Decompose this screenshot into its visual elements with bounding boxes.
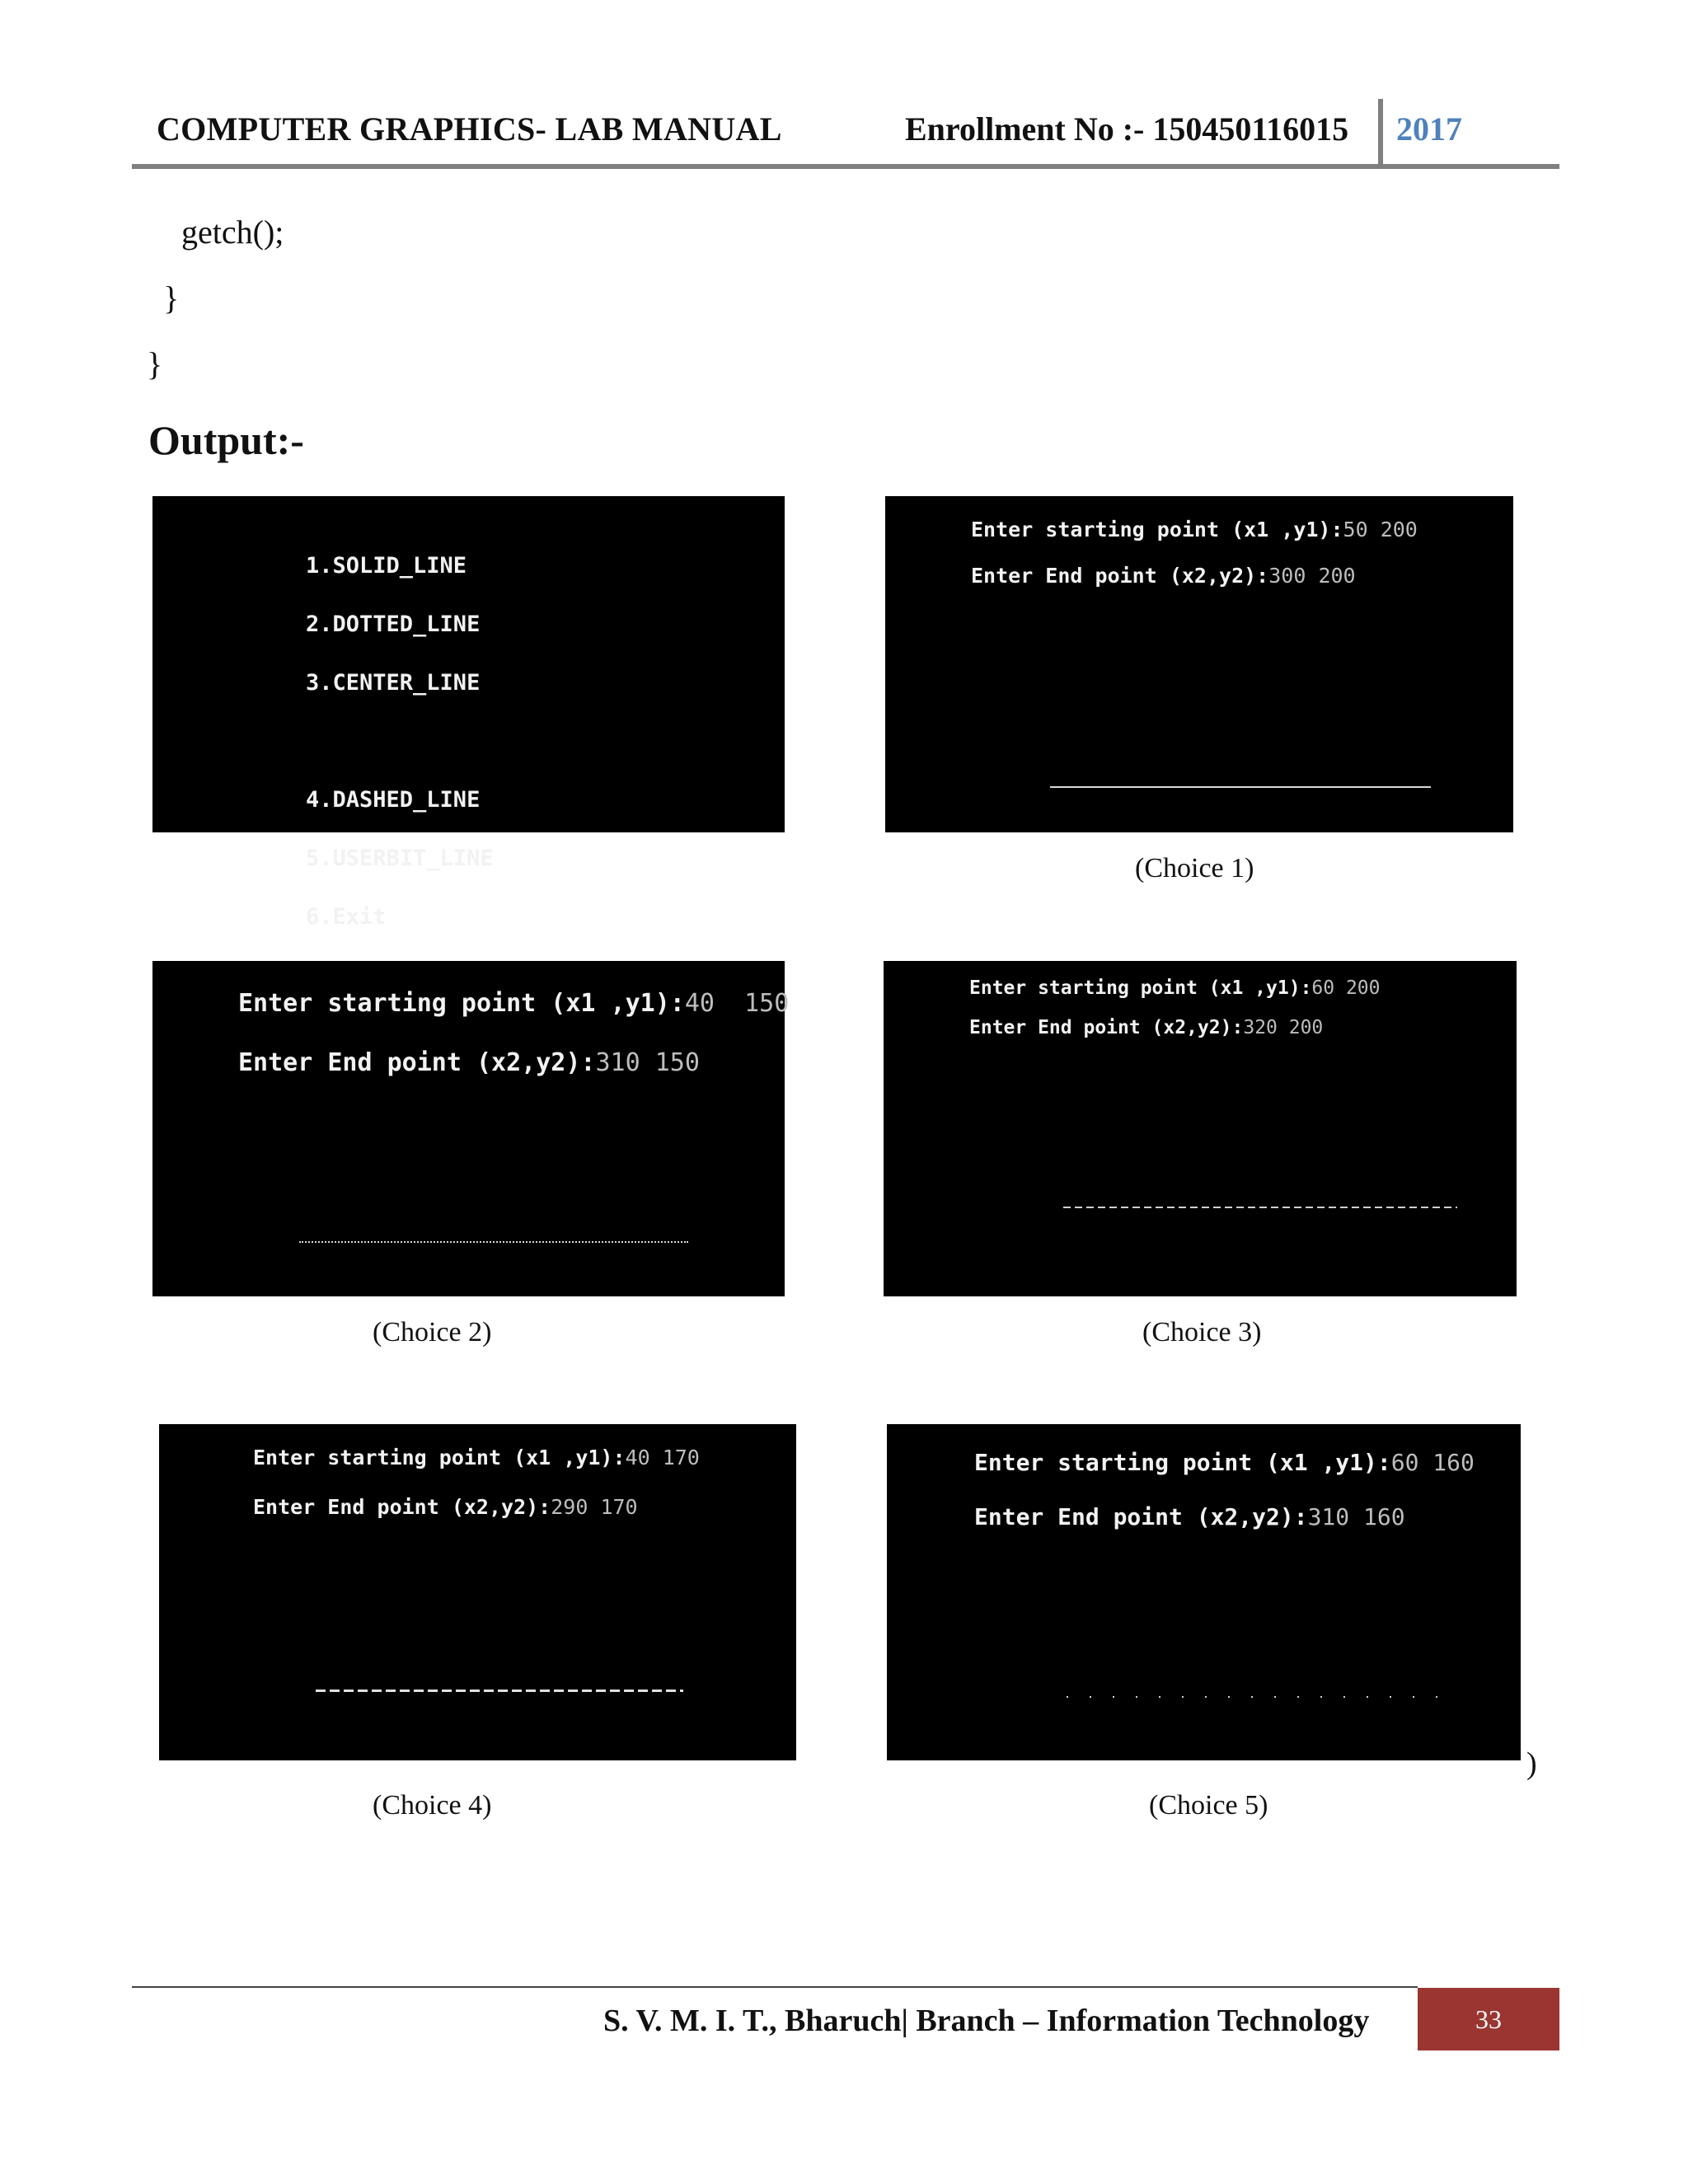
manual-title: COMPUTER GRAPHICS- LAB MANUAL: [157, 110, 782, 148]
choice-3-end-value: 320 200: [1243, 1017, 1324, 1038]
choice-5-start-label: Enter starting point (x1 ,y1):: [974, 1449, 1391, 1476]
choice-3-start-value: 60 200: [1311, 977, 1381, 999]
userbit-line: [1067, 1696, 1454, 1698]
choice-2-start-label: Enter starting point (x1 ,y1):: [238, 989, 685, 1018]
choice-2-end-label: Enter End point (x2,y2):: [238, 1048, 596, 1077]
code-line-getch: getch();: [181, 213, 284, 251]
choice-1-end-value: 300 200: [1268, 564, 1356, 588]
menu-screen: [152, 496, 785, 930]
menu-list: [306, 521, 547, 1020]
choice-5-end-label: Enter End point (x2,y2):: [974, 1503, 1308, 1530]
choice-1-start-value: 50 200: [1343, 518, 1418, 541]
choice-1-screen: [885, 496, 1513, 832]
choice-4-end-value: 290 170: [551, 1495, 638, 1519]
enrollment-number: Enrollment No :- 150450116015: [905, 110, 1349, 148]
header-rule: [132, 164, 1559, 169]
code-line-close-brace-inner: }: [163, 279, 180, 316]
choice-4-screen: [159, 1424, 796, 1760]
choice-2-start-prompt: [238, 989, 789, 1018]
choice-1-start-prompt: [971, 518, 1418, 541]
choice-5-start-value: 60 160: [1390, 1449, 1475, 1476]
choice-3-start-label: Enter starting point (x1 ,y1):: [969, 977, 1312, 999]
choice-3-screen: [884, 961, 1517, 1296]
choice-1-start-label: Enter starting point (x1 ,y1):: [971, 518, 1343, 541]
header-separator: [1378, 99, 1383, 165]
menu-item-userbit: 5.USERBIT_LINE: [306, 846, 494, 871]
choice-5-caption: (Choice 5): [1149, 1790, 1268, 1821]
choice-5-end-value: 310 160: [1307, 1503, 1405, 1530]
code-line-close-brace-outer: }: [147, 345, 163, 382]
menu-item-dashed: 4.DASHED_LINE: [306, 787, 481, 813]
output-heading: Output:-: [148, 417, 304, 463]
choice-2-end-value: 310 150: [595, 1048, 700, 1077]
choice-4-start-prompt: [253, 1446, 700, 1469]
menu-item-solid: 1.SOLID_LINE: [306, 553, 467, 579]
choice-3-start-prompt: [969, 977, 1381, 999]
choice-5-end-prompt: [974, 1503, 1405, 1530]
choice-2-screen: [152, 961, 790, 1296]
choice-4-end-label: Enter End point (x2,y2):: [253, 1495, 551, 1519]
choice-4-caption: (Choice 4): [373, 1790, 492, 1821]
footer-institute: S. V. M. I. T., Bharuch| Branch – Information Technology: [603, 2004, 1370, 2038]
page-number: 33: [1475, 2004, 1502, 2034]
choice-4-start-label: Enter starting point (x1 ,y1):: [253, 1446, 626, 1469]
choice-1-end-label: Enter End point (x2,y2):: [971, 564, 1269, 588]
choice-3-end-prompt: [969, 1017, 1323, 1038]
choice-1-end-prompt: [971, 564, 1356, 588]
footer-rule: [132, 1986, 1418, 1988]
choice-5-start-prompt: [974, 1449, 1475, 1476]
menu-item-center: 3.CENTER_LINE: [306, 670, 481, 696]
choice-2-end-prompt: [238, 1048, 700, 1077]
stray-parenthesis: ): [1526, 1746, 1537, 1781]
menu-item-blank: [306, 728, 547, 755]
choice-5-screen: [887, 1424, 1521, 1760]
choice-3-end-label: Enter End point (x2,y2):: [969, 1017, 1244, 1038]
choice-4-start-value: 40 170: [625, 1446, 700, 1469]
choice-2-caption: (Choice 2): [373, 1317, 492, 1347]
menu-item-exit: 6.Exit: [306, 904, 387, 930]
choice-2-start-value: 40 150: [684, 989, 790, 1018]
dotted-line: [299, 1241, 688, 1243]
choice-4-end-prompt: [253, 1495, 638, 1519]
menu-item-dotted: 2.DOTTED_LINE: [306, 612, 481, 637]
dashed-line: [316, 1690, 683, 1692]
choice-3-caption: (Choice 3): [1142, 1317, 1262, 1347]
header-year: 2017: [1396, 110, 1462, 148]
center-line: [1063, 1207, 1457, 1208]
solid-line: [1050, 786, 1431, 788]
page-number-box: [1418, 1988, 1559, 2050]
choice-1-caption: (Choice 1): [1135, 853, 1254, 883]
